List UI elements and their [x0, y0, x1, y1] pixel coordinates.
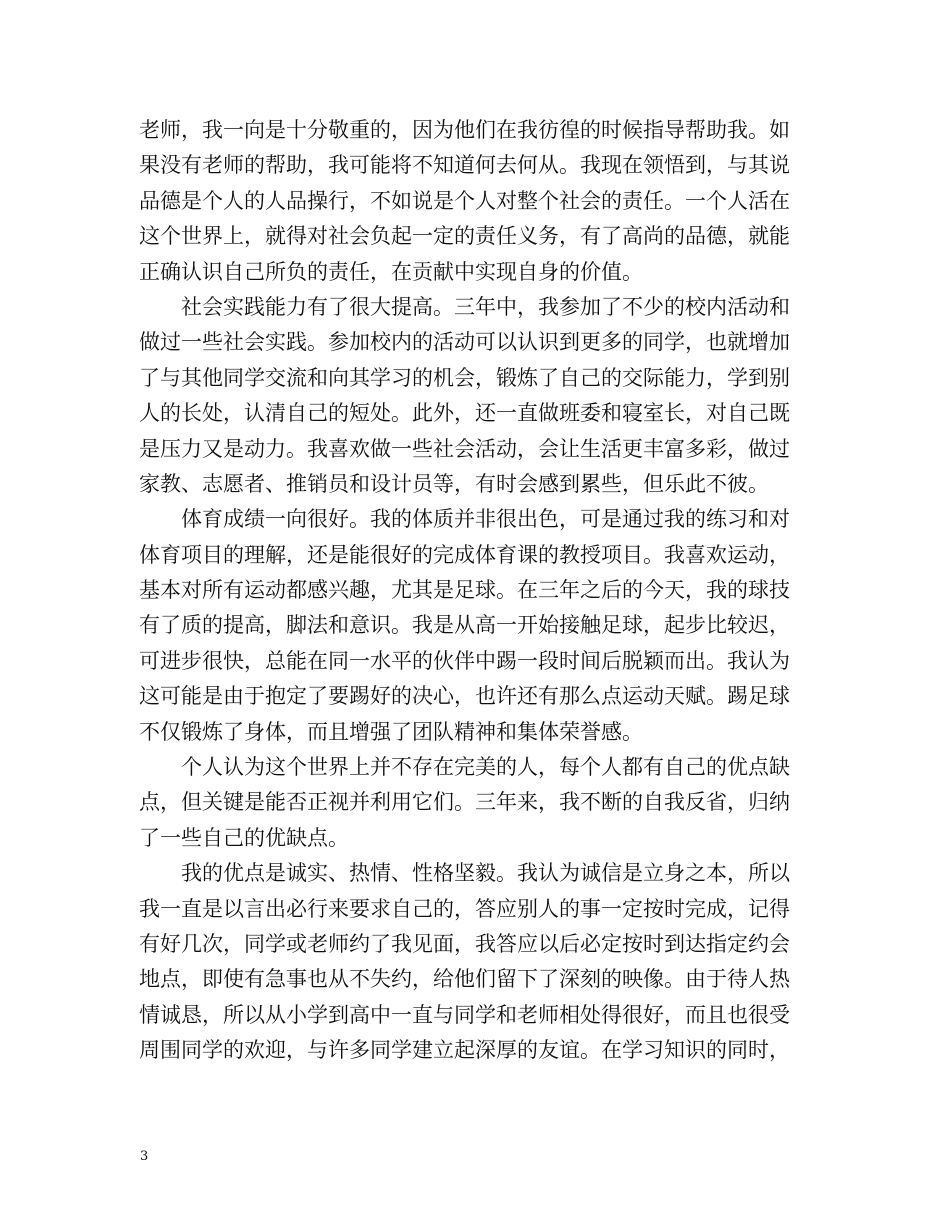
paragraph	[139, 750, 813, 856]
text-line: 品德是个人的人品操行，不如说是个人对整个社会的责任。一个人活在	[139, 188, 790, 213]
text-line: 情诚恳，所以从小学到高中一直与同学和老师相处得很好，而且也很受	[139, 1002, 790, 1027]
text-line: 有好几次，同学或老师约了我见面，我答应以后必定按时到达指定约会	[139, 931, 790, 956]
text-line: 不仅锻炼了身体，而且增强了团队精神和集体荣誉感。	[139, 719, 643, 744]
text-line: 人的长处，认清自己的短处。此外，还一直做班委和寝室长，对自己既	[139, 401, 790, 426]
text-line: 可进步很快，总能在同一水平的伙伴中踢一段时间后脱颖而出。我认为	[139, 648, 790, 673]
text-line: 了一些自己的优缺点。	[139, 825, 349, 850]
page-number: 3	[140, 1149, 149, 1164]
text-line: 做过一些社会实践。参加校内的活动可以认识到更多的同学，也就增加	[139, 330, 790, 355]
text-line: 果没有老师的帮助，我可能将不知道何去何从。我现在领悟到，与其说	[139, 153, 790, 178]
text-line: 地点，即使有急事也从不失约，给他们留下了深刻的映像。由于待人热	[139, 967, 790, 992]
paragraph	[139, 856, 813, 1068]
text-line: 了与其他同学交流和向其学习的机会，锻炼了自己的交际能力，学到别	[139, 365, 790, 390]
text-line: 周围同学的欢迎，与许多同学建立起深厚的友谊。在学习知识的同时，	[139, 1038, 790, 1063]
text-line: 家教、志愿者、推销员和设计员等，有时会感到累些，但乐此不彼。	[139, 471, 769, 496]
text-line: 体育项目的理解，还是能很好的完成体育课的教授项目。我喜欢运动，	[139, 542, 790, 567]
text-line: 是压力又是动力。我喜欢做一些社会活动，会让生活更丰富多彩，做过	[139, 436, 790, 461]
body-text	[139, 113, 813, 1069]
text-line: 这个世界上，就得对社会负起一定的责任义务，有了高尚的品德，就能	[139, 224, 790, 249]
text-line: 体育成绩一向很好。我的体质并非很出色，可是通过我的练习和对	[181, 507, 790, 532]
text-line: 有了质的提高，脚法和意识。我是从高一开始接触足球，起步比较迟，	[139, 613, 790, 638]
text-line: 这可能是由于抱定了要踢好的决心，也许还有那么点运动天赋。踢足球	[139, 684, 790, 709]
paragraph	[139, 113, 813, 290]
paragraph	[139, 290, 813, 502]
text-line: 点，但关键是能否正视并利用它们。三年来，我不断的自我反省，归纳	[139, 790, 790, 815]
paragraph	[139, 502, 813, 750]
text-line: 老师，我一向是十分敬重的，因为他们在我彷徨的时候指导帮助我。如	[139, 118, 790, 142]
text-line: 正确认识自己所负的责任，在贡献中实现自身的价值。	[139, 259, 643, 284]
text-line: 社会实践能力有了很大提高。三年中，我参加了不少的校内活动和	[181, 294, 790, 319]
text-line: 我的优点是诚实、热情、性格坚毅。我认为诚信是立身之本，所以	[181, 861, 790, 886]
text-line: 基本对所有运动都感兴趣，尤其是足球。在三年之后的今天，我的球技	[139, 578, 790, 603]
text-line: 个人认为这个世界上并不存在完美的人，每个人都有自己的优点缺	[181, 755, 790, 780]
text-line: 我一直是以言出必行来要求自己的，答应别人的事一定按时完成，记得	[139, 896, 790, 921]
